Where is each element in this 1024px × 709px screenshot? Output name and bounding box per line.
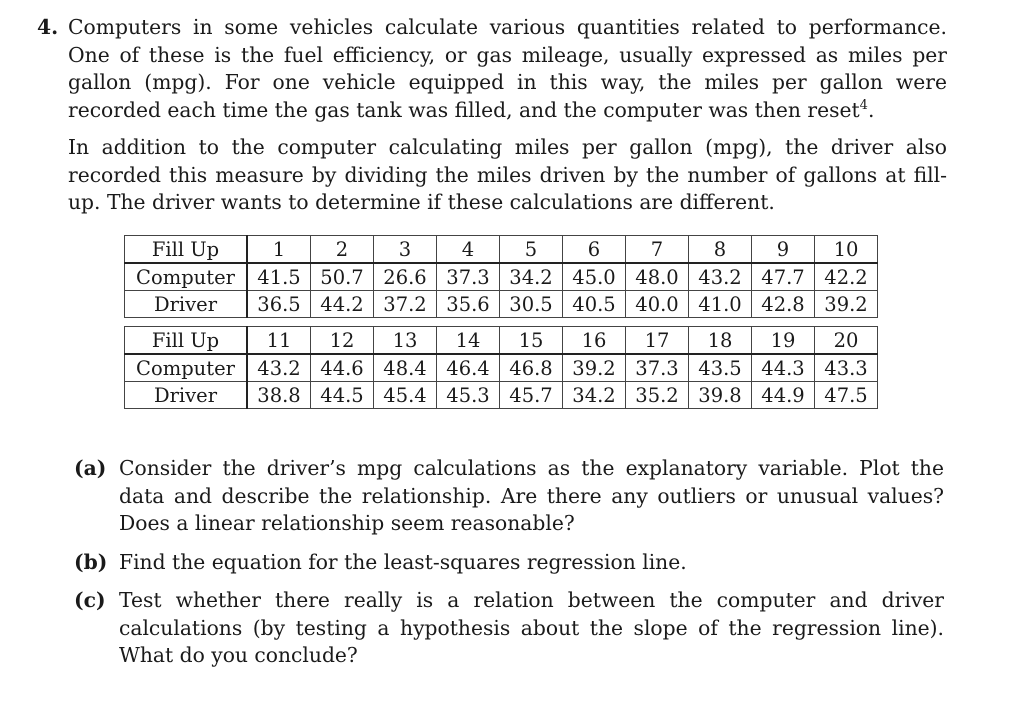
driver-cell: 44.5 [311,382,374,409]
problem-context: In addition to the computer calculating miles per gallon (mpg), the driver also recorded this measure by dividing the miles driven by the number of gallons at fill-up. The driver wants to determine if these calculations are different. [68,135,947,214]
intro-text: Computers in some vehicles calculate various quantities related to performance. One of these is the fuel efficiency, or gas mileage, usually expressed as miles per gallon (mpg). For one vehicle equipped in this way, the miles per gallon were recorded each time the gas tank was filled, and the computer was then reset [68,15,947,122]
fillup-cell: 8 [689,236,752,264]
driver-cell: 45.4 [374,382,437,409]
computer-row [125,354,878,382]
data-tables [124,235,878,417]
driver-cell: 42.8 [752,291,815,318]
fillup-cell: 2 [311,236,374,264]
footnote-mark: 4 [859,97,868,113]
part-c [74,587,944,670]
computer-cell: 44.6 [311,354,374,382]
driver-cell: 36.5 [247,291,311,318]
driver-cell: 44.9 [752,382,815,409]
part-text: Consider the driver’s mpg calculations as the explanatory variable. Plot the data and describe the relationship. Are there any outliers or unusual values? Does a linear relationship seem reasonable? [119,456,944,535]
computer-cell: 45.0 [563,263,626,291]
problem-4 [37,14,947,217]
fillup-cell: 3 [374,236,437,264]
fillup-cell: 5 [500,236,563,264]
computer-row [125,263,878,291]
computer-cell: 43.5 [689,354,752,382]
fillup-row [125,327,878,355]
fillup-cell: 16 [563,327,626,355]
fillup-cell: 13 [374,327,437,355]
driver-cell: 35.6 [437,291,500,318]
fillup-cell: 10 [815,236,878,264]
fillup-cell: 12 [311,327,374,355]
computer-cell: 48.4 [374,354,437,382]
driver-cell: 30.5 [500,291,563,318]
driver-cell: 34.2 [563,382,626,409]
computer-cell: 39.2 [563,354,626,382]
driver-cell: 39.8 [689,382,752,409]
computer-cell: 26.6 [374,263,437,291]
driver-cell: 47.5 [815,382,878,409]
driver-cell: 39.2 [815,291,878,318]
fillup-cell: 14 [437,327,500,355]
driver-cell: 45.7 [500,382,563,409]
driver-cell: 38.8 [247,382,311,409]
row-label: Fill Up [125,327,248,355]
driver-cell: 40.0 [626,291,689,318]
fillup-cell: 17 [626,327,689,355]
fillup-cell: 19 [752,327,815,355]
driver-cell: 40.5 [563,291,626,318]
problem-intro [37,14,947,124]
fillup-cell: 4 [437,236,500,264]
row-label: Driver [125,382,248,409]
row-label: Computer [125,354,248,382]
driver-row [125,291,878,318]
fillup-row [125,236,878,264]
part-text: Test whether there really is a relation between the computer and driver calculations (by testing a hypothesis about the slope of the regression line). What do you conclude? [119,588,944,667]
computer-cell: 47.7 [752,263,815,291]
fillup-cell: 20 [815,327,878,355]
driver-cell: 35.2 [626,382,689,409]
computer-cell: 43.3 [815,354,878,382]
part-label: (c) [74,588,106,612]
row-label: Driver [125,291,248,318]
fillup-cell: 9 [752,236,815,264]
driver-cell: 45.3 [437,382,500,409]
computer-cell: 46.4 [437,354,500,382]
computer-cell: 42.2 [815,263,878,291]
driver-cell: 44.2 [311,291,374,318]
question-parts [74,455,944,681]
computer-cell: 37.3 [437,263,500,291]
fillup-cell: 11 [247,327,311,355]
computer-cell: 43.2 [247,354,311,382]
fillup-cell: 15 [500,327,563,355]
computer-cell: 34.2 [500,263,563,291]
driver-row [125,382,878,409]
part-b [74,549,944,577]
data-table-2 [124,326,878,409]
computer-cell: 37.3 [626,354,689,382]
fillup-cell: 6 [563,236,626,264]
row-label: Fill Up [125,236,248,264]
row-label: Computer [125,263,248,291]
part-a [74,455,944,538]
fillup-cell: 18 [689,327,752,355]
part-text: Find the equation for the least-squares regression line. [119,549,687,574]
part-label: (a) [74,456,107,480]
computer-cell: 44.3 [752,354,815,382]
data-table-1 [124,235,878,318]
part-label: (b) [74,549,108,574]
fillup-cell: 7 [626,236,689,264]
problem-number: 4. [37,15,59,39]
computer-cell: 46.8 [500,354,563,382]
fillup-cell: 1 [247,236,311,264]
driver-cell: 41.0 [689,291,752,318]
computer-cell: 43.2 [689,263,752,291]
driver-cell: 37.2 [374,291,437,318]
computer-cell: 48.0 [626,263,689,291]
computer-cell: 41.5 [247,263,311,291]
computer-cell: 50.7 [311,263,374,291]
intro-period: . [867,97,875,122]
